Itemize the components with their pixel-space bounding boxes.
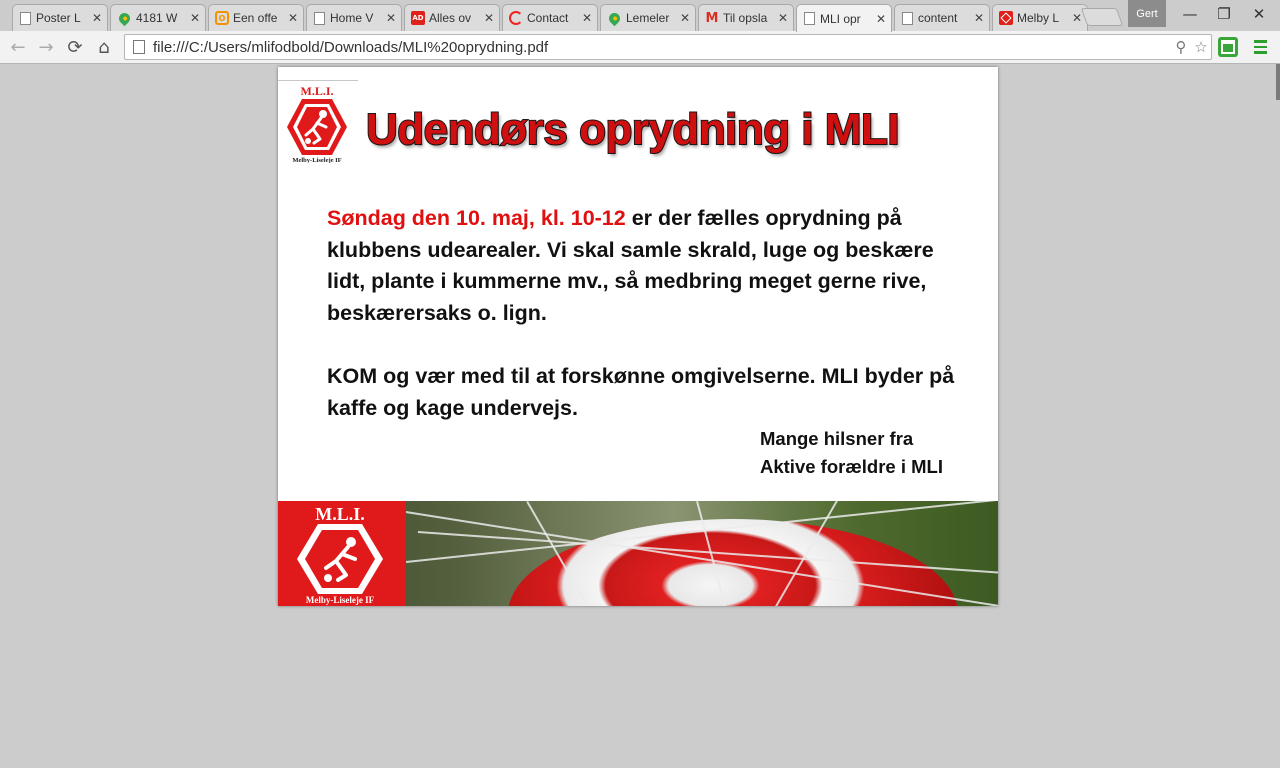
signoff-line-2: Aktive forældre i MLI <box>760 456 943 477</box>
tab-title: Lemeler <box>626 11 670 25</box>
scrollbar[interactable] <box>1276 64 1280 100</box>
headline: Udendørs oprydning i MLI <box>366 105 900 154</box>
forward-button[interactable]: → <box>38 36 54 58</box>
tab-maps-1[interactable] <box>110 4 206 31</box>
mli-logo <box>278 501 406 606</box>
close-tab-icon[interactable]: ✕ <box>287 11 299 25</box>
svg-text:Melby-Liseleje IF: Melby-Liseleje IF <box>305 595 375 605</box>
tab-title: Til opsla <box>723 11 768 25</box>
profile-button[interactable]: Gert <box>1128 0 1166 27</box>
tab-title: Contact <box>527 11 569 25</box>
close-tab-icon[interactable]: ✕ <box>91 11 103 25</box>
close-window-button[interactable]: ✕ <box>1252 5 1266 23</box>
signoff <box>760 425 943 481</box>
mli-logo <box>284 83 350 163</box>
tab-title: content <box>918 11 958 25</box>
close-tab-icon[interactable]: ✕ <box>385 11 397 25</box>
svg-text:M.L.I.: M.L.I. <box>300 84 334 98</box>
url-text[interactable]: file:///C:/Users/mlifodbold/Downloads/MLI%20oprydning.pdf <box>153 38 549 56</box>
document-icon <box>314 12 325 25</box>
banner-logo <box>278 501 406 606</box>
spinner-icon <box>509 11 523 25</box>
search-icon[interactable]: ⚲ <box>1175 38 1187 56</box>
tab-content[interactable] <box>894 4 990 31</box>
save-extension-icon[interactable] <box>1218 37 1238 57</box>
bookmark-star-icon[interactable]: ☆ <box>1194 38 1208 56</box>
tab-title: Melby L <box>1017 11 1060 25</box>
document-icon <box>902 12 913 25</box>
offer-icon: O <box>215 11 229 25</box>
tab-title: 4181 W <box>136 11 178 25</box>
divider <box>278 80 358 81</box>
menu-icon[interactable] <box>1250 37 1270 57</box>
new-tab-button[interactable] <box>1081 8 1124 26</box>
pdf-page <box>278 67 998 606</box>
close-tab-icon[interactable]: ✕ <box>1071 11 1083 25</box>
close-tab-icon[interactable]: ✕ <box>581 11 593 25</box>
tab-title: MLI opr <box>820 11 861 26</box>
tab-title: Een offe <box>233 11 278 25</box>
gmail-icon: M <box>705 10 719 26</box>
signoff-line-1: Mange hilsner fra <box>760 428 914 449</box>
tab-offer[interactable] <box>208 4 304 31</box>
close-tab-icon[interactable]: ✕ <box>777 11 789 25</box>
tab-alles[interactable] <box>404 4 500 31</box>
tab-mli-oprydning[interactable] <box>796 4 892 32</box>
close-tab-icon[interactable]: ✕ <box>679 11 691 25</box>
svg-text:M.L.I.: M.L.I. <box>315 504 365 524</box>
back-button[interactable]: ← <box>10 36 26 58</box>
event-date-time: Søndag den 10. maj, kl. 10-12 <box>327 206 626 230</box>
tab-gmail[interactable] <box>698 4 794 31</box>
tab-maps-2[interactable] <box>600 4 696 31</box>
home-button[interactable]: ⌂ <box>98 36 110 58</box>
ad-icon: AD <box>411 11 425 25</box>
football-banner <box>278 501 998 606</box>
mli-icon <box>999 11 1013 25</box>
tab-title: Poster L <box>36 11 81 25</box>
tab-title: Alles ov <box>429 11 472 25</box>
close-tab-icon[interactable]: ✕ <box>483 11 495 25</box>
intro-paragraph <box>327 203 967 329</box>
svg-text:Melby-Liseleje IF: Melby-Liseleje IF <box>292 157 342 163</box>
close-tab-icon[interactable]: ✕ <box>189 11 201 25</box>
tab-home[interactable] <box>306 4 402 31</box>
document-icon <box>20 12 31 25</box>
intro-text: er der fælles oprydning på klubbens udearealer. Vi skal samle skrald, luge og beskære lidt, plante i kummerne mv., så medbring meget gerne rive, beskærersaks o. lign. <box>327 206 934 325</box>
tab-contact[interactable] <box>502 4 598 31</box>
document-icon <box>804 12 815 25</box>
close-tab-icon[interactable]: ✕ <box>875 11 887 26</box>
google-maps-icon <box>117 10 133 26</box>
google-maps-icon <box>607 10 623 26</box>
tab-melby[interactable] <box>992 4 1088 31</box>
page-icon <box>133 40 145 54</box>
restore-button[interactable]: ❐ <box>1217 5 1231 23</box>
tab-strip <box>0 0 1280 32</box>
close-tab-icon[interactable]: ✕ <box>973 11 985 25</box>
tab-poster[interactable] <box>12 4 108 31</box>
minimize-button[interactable]: — <box>1182 5 1198 23</box>
invite-paragraph: KOM og vær med til at forskønne omgivelserne. MLI byder på kaffe og kage undervejs. <box>327 364 955 420</box>
reload-button[interactable]: ⟳ <box>67 36 83 58</box>
tab-title: Home V <box>330 11 374 25</box>
address-bar[interactable] <box>124 34 1212 60</box>
browser-toolbar <box>0 31 1280 64</box>
